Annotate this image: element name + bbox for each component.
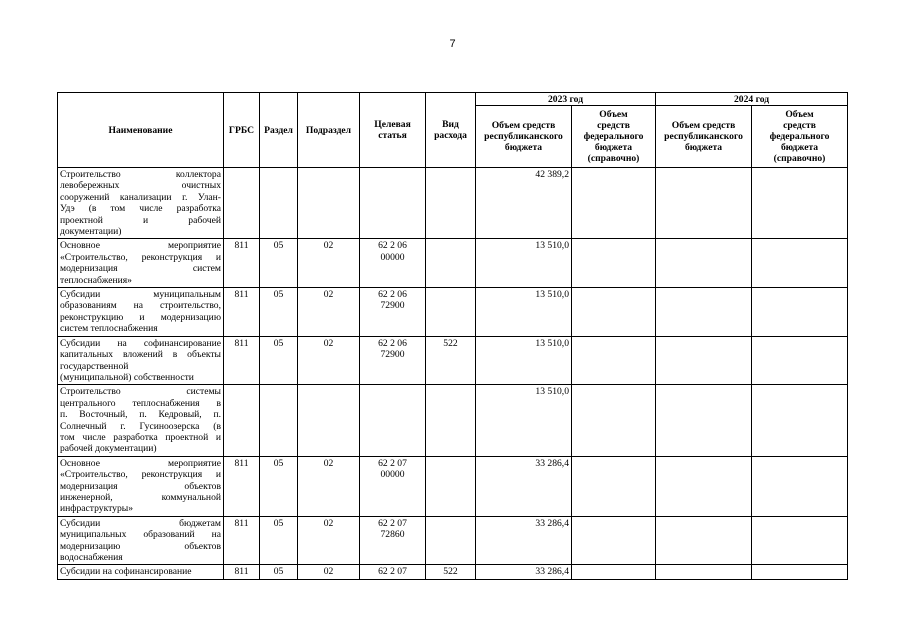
table-row	[58, 456, 848, 516]
row-target-article	[360, 385, 426, 456]
header-fed-budget-2024: Объем средств федерального бюджета (справочно)	[752, 106, 848, 168]
row-rep-budget-2023: 33 286,4	[476, 456, 572, 516]
row-target-article: 62 2 07	[360, 565, 426, 579]
row-fed-budget-2024	[752, 336, 848, 385]
row-grbs: 811	[224, 288, 260, 337]
page-number: 7	[449, 38, 456, 50]
row-rep-budget-2023: 42 389,2	[476, 168, 572, 239]
row-name: Основное мероприятие «Строительство, реконструкция и модернизация систем теплоснабжения»	[58, 239, 224, 288]
row-razdel: 05	[260, 516, 298, 565]
row-target-article: 62 2 06 72900	[360, 336, 426, 385]
row-rep-budget-2024	[656, 336, 752, 385]
row-grbs	[224, 168, 260, 239]
row-podrazdel	[298, 385, 360, 456]
row-rep-budget-2023: 13 510,0	[476, 385, 572, 456]
row-rep-budget-2024	[656, 168, 752, 239]
row-fed-budget-2023	[572, 385, 656, 456]
row-name: Субсидии бюджетам муниципальных образований на модернизацию объектов водоснабжения	[58, 516, 224, 565]
row-razdel	[260, 168, 298, 239]
row-podrazdel: 02	[298, 336, 360, 385]
row-podrazdel: 02	[298, 239, 360, 288]
row-target-article: 62 2 06 00000	[360, 239, 426, 288]
row-rep-budget-2023: 13 510,0	[476, 288, 572, 337]
header-target-article: Целевая статья	[360, 93, 426, 168]
budget-table	[57, 92, 848, 580]
row-razdel: 05	[260, 288, 298, 337]
row-fed-budget-2023	[572, 516, 656, 565]
header-grbs: ГРБС	[224, 93, 260, 168]
header-fed-budget-2023: Объем средств федерального бюджета (справочно)	[572, 106, 656, 168]
row-fed-budget-2024	[752, 516, 848, 565]
row-rep-budget-2023: 13 510,0	[476, 239, 572, 288]
table-row	[58, 385, 848, 456]
row-fed-budget-2024	[752, 565, 848, 579]
table-row	[58, 168, 848, 239]
row-grbs: 811	[224, 565, 260, 579]
row-name: Субсидии муниципальным образованиям на строительство, реконструкцию и модернизацию систем теплоснабжения	[58, 288, 224, 337]
row-fed-budget-2024	[752, 239, 848, 288]
row-podrazdel	[298, 168, 360, 239]
table-row	[58, 565, 848, 579]
header-razdel: Раздел	[260, 93, 298, 168]
row-rep-budget-2024	[656, 385, 752, 456]
row-fed-budget-2023	[572, 565, 656, 579]
row-grbs: 811	[224, 239, 260, 288]
row-target-article: 62 2 07 00000	[360, 456, 426, 516]
header-rep-budget-2024: Объем средств республиканского бюджета	[656, 106, 752, 168]
table-row	[58, 516, 848, 565]
row-fed-budget-2023	[572, 456, 656, 516]
row-name: Строительство системы центрального теплоснабжения в п. Восточный, п. Кедровый, п. Солнечный г. Гусиноозерска (в том числе разработка проектной и рабочей документации)	[58, 385, 224, 456]
row-expense-type	[426, 288, 476, 337]
row-fed-budget-2023	[572, 336, 656, 385]
row-grbs: 811	[224, 516, 260, 565]
row-rep-budget-2024	[656, 239, 752, 288]
row-fed-budget-2023	[572, 239, 656, 288]
table-row	[58, 239, 848, 288]
row-razdel	[260, 385, 298, 456]
row-target-article	[360, 168, 426, 239]
table-row	[58, 336, 848, 385]
row-fed-budget-2024	[752, 168, 848, 239]
table-row	[58, 288, 848, 337]
row-rep-budget-2023: 13 510,0	[476, 336, 572, 385]
row-podrazdel: 02	[298, 288, 360, 337]
row-rep-budget-2024	[656, 456, 752, 516]
row-name: Субсидии на софинансирование	[58, 565, 224, 579]
row-expense-type	[426, 239, 476, 288]
row-rep-budget-2024	[656, 288, 752, 337]
row-grbs	[224, 385, 260, 456]
row-podrazdel: 02	[298, 565, 360, 579]
row-name: Строительство коллектора левобережных очистных сооружений канализации г. Улан- Удэ (в том числе разработка проектной и рабочей документации)	[58, 168, 224, 239]
row-fed-budget-2024	[752, 288, 848, 337]
header-rep-budget-2023: Объем средств республиканского бюджета	[476, 106, 572, 168]
row-expense-type: 522	[426, 336, 476, 385]
row-rep-budget-2024	[656, 516, 752, 565]
row-fed-budget-2023	[572, 288, 656, 337]
row-razdel: 05	[260, 456, 298, 516]
header-name: Наименование	[58, 93, 224, 168]
table-body	[58, 168, 848, 580]
row-expense-type: 522	[426, 565, 476, 579]
row-razdel: 05	[260, 336, 298, 385]
header-podrazdel: Подраздел	[298, 93, 360, 168]
header-year-2024: 2024 год	[656, 93, 848, 106]
row-target-article: 62 2 07 72860	[360, 516, 426, 565]
row-fed-budget-2024	[752, 456, 848, 516]
row-rep-budget-2024	[656, 565, 752, 579]
row-expense-type	[426, 516, 476, 565]
row-expense-type	[426, 168, 476, 239]
row-name: Основное мероприятие «Строительство, реконструкция и модернизация объектов инженерной, коммунальной инфраструктуры»	[58, 456, 224, 516]
row-expense-type	[426, 385, 476, 456]
row-grbs: 811	[224, 456, 260, 516]
row-razdel: 05	[260, 239, 298, 288]
row-podrazdel: 02	[298, 456, 360, 516]
row-target-article: 62 2 06 72900	[360, 288, 426, 337]
header-year-2023: 2023 год	[476, 93, 656, 106]
row-razdel: 05	[260, 565, 298, 579]
header-expense-type: Вид расхода	[426, 93, 476, 168]
row-grbs: 811	[224, 336, 260, 385]
row-fed-budget-2024	[752, 385, 848, 456]
row-rep-budget-2023: 33 286,4	[476, 565, 572, 579]
row-expense-type	[426, 456, 476, 516]
row-rep-budget-2023: 33 286,4	[476, 516, 572, 565]
row-podrazdel: 02	[298, 516, 360, 565]
row-fed-budget-2023	[572, 168, 656, 239]
row-name: Субсидии на софинансирование капитальных вложений в объекты государственной (муниципальной) собственности	[58, 336, 224, 385]
